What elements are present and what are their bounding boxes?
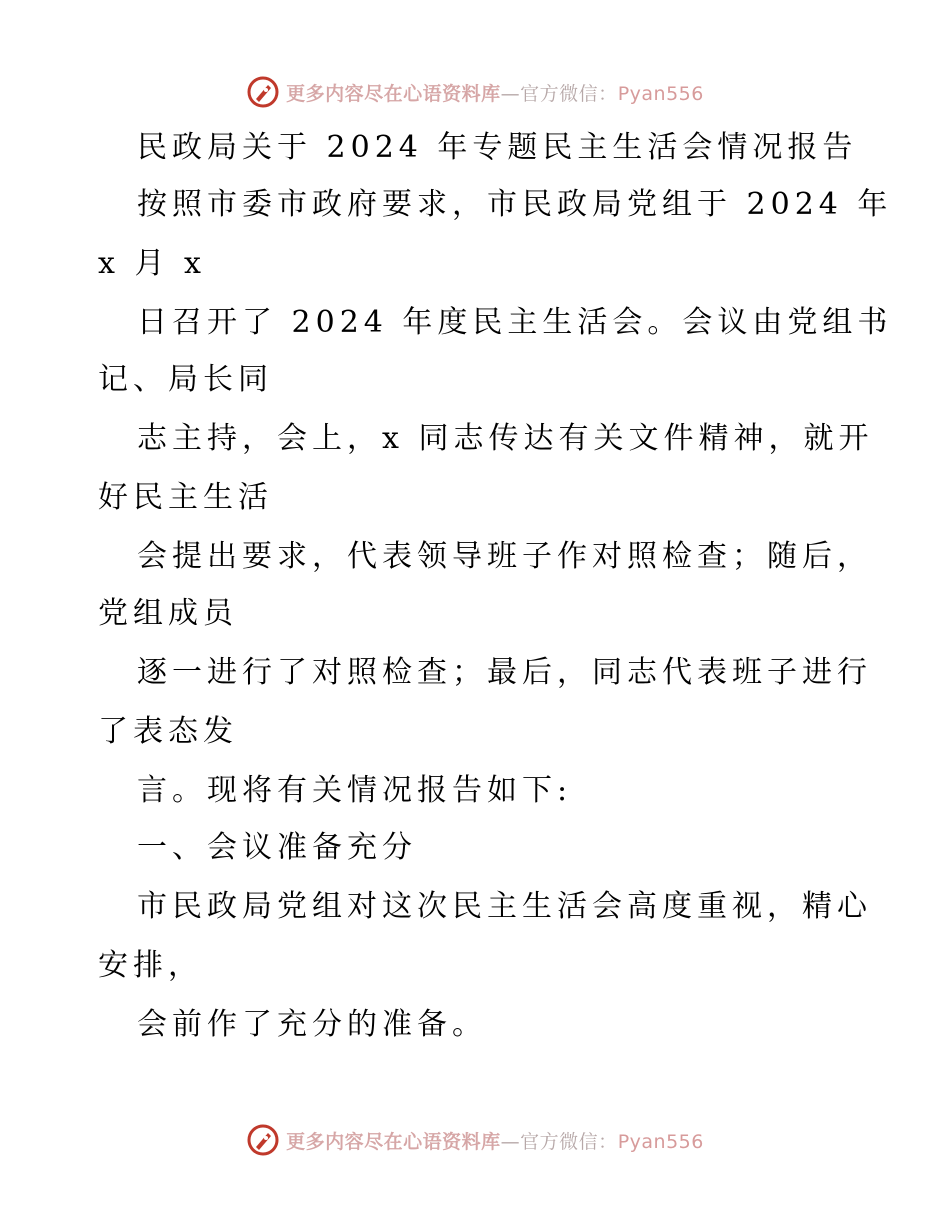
section-heading: 一、会议准备充分 (137, 830, 417, 865)
paragraph-line: 志主持，会上，x 同志传达有关文件精神，就开 (137, 421, 874, 456)
paragraph-line: 市民政局党组对这次民主生活会高度重视，精心 (137, 889, 872, 924)
watermark-text (286, 1127, 704, 1154)
watermark-wechat-label: —官方微信： (500, 1130, 618, 1153)
paragraph-line: 安排， (98, 948, 203, 983)
watermark-wechat-id: Pyan556 (617, 1130, 704, 1153)
paragraph-line: x 月 x (98, 246, 206, 281)
watermark-wechat-label: —官方微信： (500, 82, 618, 105)
paragraph-line: 了表态发 (98, 714, 238, 749)
watermark-site-name: 更多内容尽在心语资料库 (286, 82, 501, 105)
watermark-wechat-id: Pyan556 (617, 82, 704, 105)
watermark-site-name: 更多内容尽在心语资料库 (286, 1130, 501, 1153)
paragraph-line: 记、局长同 (98, 362, 273, 397)
paragraph-line: 党组成员 (98, 596, 238, 631)
document-title: 民政局关于 2024 年专题民主生活会情况报告 (137, 130, 858, 165)
paragraph-line: 会前作了充分的准备。 (137, 1007, 487, 1042)
paragraph-line: 按照市委市政府要求，市民政局党组于 2024 年 (137, 187, 893, 222)
paragraph-line: 好民主生活 (98, 480, 273, 515)
pen-logo-icon (246, 1123, 280, 1157)
paragraph-line: 言。现将有关情况报告如下: (137, 773, 573, 808)
paragraph-line: 会提出要求，代表领导班子作对照检查；随后， (137, 539, 872, 574)
paragraph-line: 逐一进行了对照检查；最后，同志代表班子进行 (137, 655, 872, 690)
paragraph-line: 日召开了 2024 年度民主生活会。会议由党组书 (137, 305, 893, 340)
footer-watermark (0, 1120, 950, 1160)
